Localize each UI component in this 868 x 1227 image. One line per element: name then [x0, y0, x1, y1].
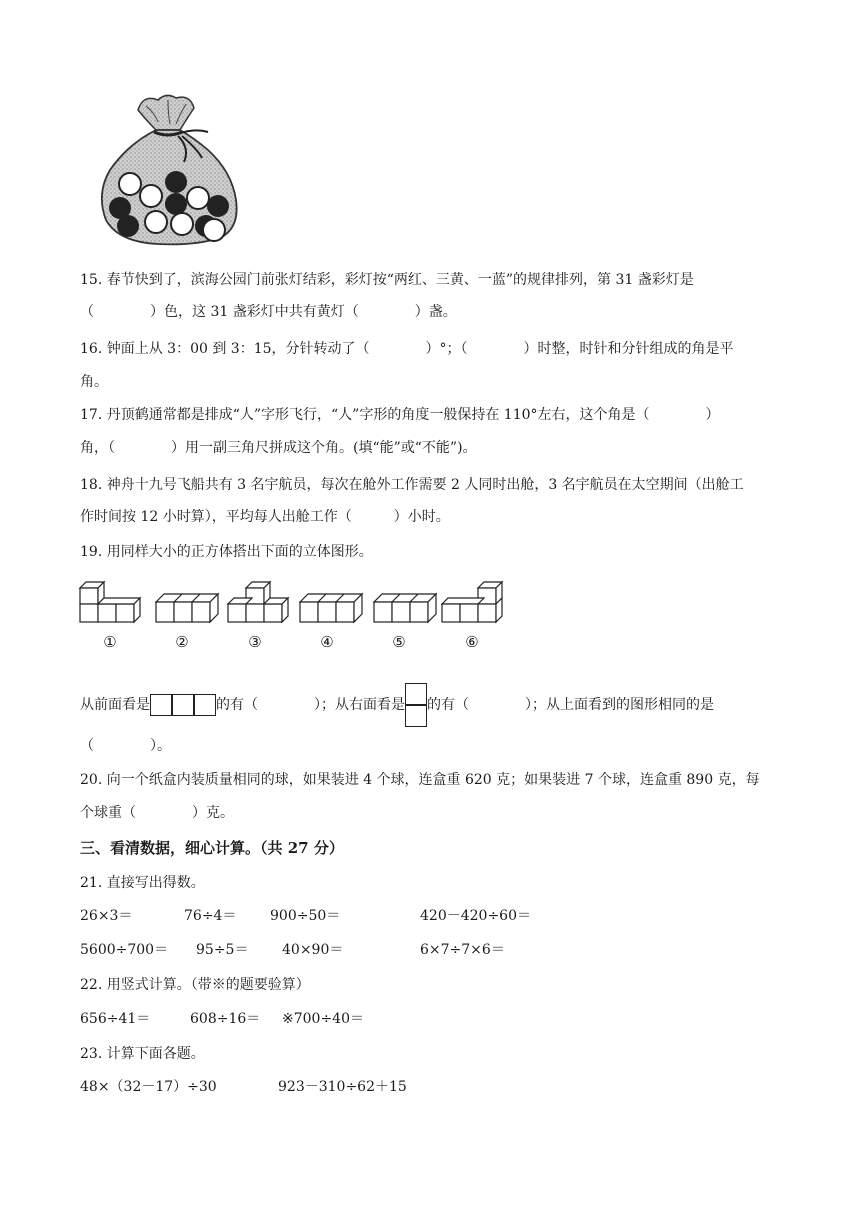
- q20-line1: 20. 向一个纸盒内装质量相同的球，如果装进 4 个球，连盒重 620 克；如果装进 7 个球，连盒重 890 克，每: [80, 772, 760, 788]
- q21-row1: [80, 906, 531, 926]
- cube-figures: [78, 580, 518, 630]
- calc-item: 420－420÷60＝: [420, 908, 531, 924]
- calc-item: ※700÷40＝: [282, 1011, 364, 1027]
- q16-line2: 角。: [80, 374, 108, 390]
- q17-line1: 17. 丹顶鹤通常都是排成“人”字形飞行，“人”字形的角度一般保持在 110°左右，这个角是（ ）: [80, 407, 720, 423]
- two-squares-column-icon: [405, 683, 427, 727]
- q19-title: 19. 用同样大小的正方体搭出下面的立体图形。: [80, 544, 373, 560]
- calc-item: 48×（32－17）÷30: [80, 1079, 217, 1095]
- calc-item: 900÷50＝: [270, 908, 341, 924]
- cube-label-5: ⑤: [392, 633, 406, 651]
- q20-line2: 个球重（ ）克。: [80, 805, 234, 821]
- cube-figure-1: [80, 582, 140, 622]
- q15-line2: （ ）色，这 31 盏彩灯中共有黄灯（ ）盏。: [80, 304, 457, 320]
- calc-item: 26×3＝: [80, 908, 133, 924]
- calc-item: 656÷41＝: [80, 1011, 151, 1027]
- calc-item: 6×7÷7×6＝: [420, 942, 505, 958]
- cube-label-2: ②: [175, 633, 189, 651]
- q18-line1: 18. 神舟十九号飞船共有 3 名宇航员，每次在舱外工作需要 2 人同时出舱，3 名宇航员在太空期间（出舱工: [80, 477, 744, 493]
- calc-item: 40×90＝: [282, 942, 344, 958]
- q18-line2: 作时间按 12 小时算），平均每人出舱工作（ ）小时。: [80, 509, 450, 525]
- bag-illustration: [98, 92, 243, 247]
- q23-title: 23. 计算下面各题。: [80, 1046, 205, 1062]
- cube-label-1: ①: [103, 633, 117, 651]
- cube-figure-2: [156, 594, 218, 622]
- calc-item: 76÷4＝: [184, 908, 237, 924]
- q19-front-text: 从前面看是: [80, 697, 150, 713]
- cube-label-6: ⑥: [465, 633, 479, 651]
- cube-figure-3: [228, 582, 288, 622]
- q19-answer-line2: （ ）。: [80, 738, 171, 754]
- cube-figure-6: [442, 582, 502, 622]
- cube-figure-4: [300, 594, 362, 622]
- q22-title: 22. 用竖式计算。（带※的题要验算）: [80, 977, 310, 993]
- q21-row2: [80, 940, 505, 960]
- q17-line2: 角，（ ）用一副三角尺拼成这个角。(填“能”或“不能”)。: [80, 440, 477, 456]
- cube-figure-5: [374, 594, 436, 622]
- q21-title: 21. 直接写出得数。: [80, 875, 205, 891]
- cube-label-4: ④: [320, 633, 334, 651]
- q22-row: [80, 1009, 364, 1029]
- calc-item: 5600÷700＝: [80, 942, 169, 958]
- q23-row: [80, 1077, 407, 1097]
- q15-line1: 15. 春节快到了，滨海公园门前张灯结彩，彩灯按“两红、三黄、一蓝”的规律排列，第 31 盏彩灯是: [80, 272, 694, 288]
- cube-label-3: ③: [248, 633, 262, 651]
- calc-item: 95÷5＝: [196, 942, 249, 958]
- q19-top-text: 的有（ ）；从上面看到的图形相同的是: [427, 697, 714, 713]
- three-squares-row-icon: [150, 694, 216, 716]
- q19-right-text: 的有（ ）；从右面看是: [216, 697, 405, 713]
- calc-item: 608÷16＝: [190, 1011, 261, 1027]
- q16-line1: 16. 钟面上从 3：00 到 3：15，分针转动了（ ）°；（ ）时整，时针和分针组成的角是平: [80, 341, 734, 357]
- q19-answer-line: [80, 683, 714, 727]
- section-3-heading: 三、看清数据，细心计算。（共 27 分）: [80, 839, 344, 857]
- calc-item: 923－310÷62＋15: [278, 1079, 407, 1095]
